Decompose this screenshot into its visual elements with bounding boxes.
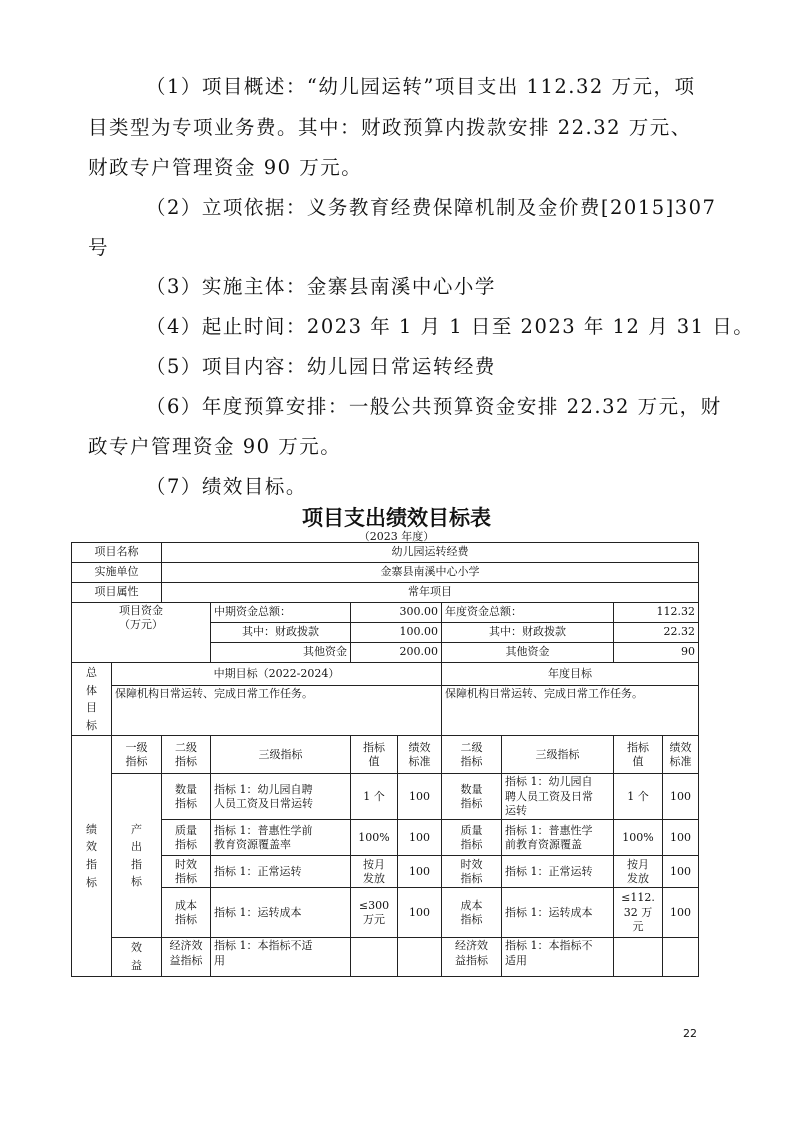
project-name-label: 项目名称: [72, 543, 162, 563]
year-value-cell: [614, 938, 663, 976]
header-year-value: 指标 值: [614, 736, 663, 774]
level2-cell: 数量 指标: [162, 774, 211, 820]
year-level3-cell: 指标 1：普惠性学 前教育资源覆盖: [502, 820, 614, 856]
perf-indicator-label: 绩 效 指 标: [72, 736, 112, 976]
standard-cell: 100: [398, 774, 442, 820]
year-fiscal-value: 22.32: [614, 623, 699, 643]
para-1-line-2: 目类型为专项业务费。其中：财政预算内拨款安排 22.32 万元、: [88, 116, 692, 139]
mid-other-value: 200.00: [351, 643, 442, 663]
mid-goal-text: 保障机构日常运转、完成日常工作任务。: [112, 685, 442, 735]
mid-total-value: 300.00: [351, 603, 442, 623]
standard-cell: 100: [398, 856, 442, 888]
year-total-value: 112.32: [614, 603, 699, 623]
value-cell: [351, 938, 398, 976]
standard-cell: 100: [398, 820, 442, 856]
header-level1: 一级 指标: [112, 736, 162, 774]
year-value-cell: 按月 发放: [614, 856, 663, 888]
year-level3-cell: 指标 1：运转成本: [502, 888, 614, 938]
output-indicator-label: 产 出 指 标: [112, 774, 162, 938]
level3-cell: 指标 1：幼儿园自聘 人员工资及日常运转: [211, 774, 351, 820]
level3-cell: 指标 1：普惠性学前 教育资源覆盖率: [211, 820, 351, 856]
year-fiscal-label: 其中：财政拨款: [442, 623, 614, 643]
page-number: 22: [683, 1027, 697, 1040]
level3-cell: 指标 1：运转成本: [211, 888, 351, 938]
level2-cell: 经济效 益指标: [162, 938, 211, 976]
performance-table: [71, 542, 699, 977]
para-4: （4）起止时间：2023 年 1 月 1 日至 2023 年 12 月 31 日。: [146, 315, 755, 338]
year-standard-cell: [663, 938, 699, 976]
year-level2-cell: 成本 指标: [442, 888, 502, 938]
year-standard-cell: 100: [663, 820, 699, 856]
year-value-cell: 100%: [614, 820, 663, 856]
header-year-level2: 二级 指标: [442, 736, 502, 774]
para-2-line-2: 号: [88, 236, 110, 259]
value-cell: 1 个: [351, 774, 398, 820]
year-other-label: 其他资金: [442, 643, 614, 663]
para-3: （3）实施主体：金寨县南溪中心小学: [146, 275, 496, 298]
year-goal-header: 年度目标: [442, 663, 699, 686]
year-total-label: 年度资金总额：: [442, 603, 614, 623]
attr-value: 常年项目: [162, 583, 699, 603]
year-level3-cell: 指标 1：本指标不 适用: [502, 938, 614, 976]
level3-cell: 指标 1：本指标不适 用: [211, 938, 351, 976]
year-level3-cell: 指标 1：正常运转: [502, 856, 614, 888]
attr-label: 项目属性: [72, 583, 162, 603]
level2-cell: 成本 指标: [162, 888, 211, 938]
year-value-cell: ≤112. 32 万 元: [614, 888, 663, 938]
year-level2-cell: 经济效 益指标: [442, 938, 502, 976]
value-cell: 100%: [351, 820, 398, 856]
year-level2-cell: 时效 指标: [442, 856, 502, 888]
para-2-line-1: （2）立项依据：义务教育经费保障机制及金价费[2015]307: [146, 196, 717, 219]
header-level2: 二级 指标: [162, 736, 211, 774]
indicator-row: [72, 774, 699, 820]
mid-other-label: 其他资金: [211, 643, 351, 663]
project-name-value: 幼儿园运转经费: [162, 543, 699, 563]
standard-cell: 100: [398, 888, 442, 938]
benefit-indicator-label: 效 益: [112, 938, 162, 976]
header-year-standard: 绩效 标准: [663, 736, 699, 774]
fund-label: 项目资金 （万元）: [72, 603, 211, 663]
indicator-row: [72, 888, 699, 938]
overall-goal-label: 总 体 目 标: [72, 663, 112, 736]
header-standard: 绩效 标准: [398, 736, 442, 774]
year-level2-cell: 数量 指标: [442, 774, 502, 820]
year-value-cell: 1 个: [614, 774, 663, 820]
indicator-row: [72, 938, 699, 976]
year-level2-cell: 质量 指标: [442, 820, 502, 856]
indicator-row: [72, 856, 699, 888]
mid-goal-header: 中期目标（2022-2024）: [112, 663, 442, 686]
para-6-line-2: 政专户管理资金 90 万元。: [88, 435, 342, 458]
header-level3: 三级指标: [211, 736, 351, 774]
para-1-line-3: 财政专户管理资金 90 万元。: [88, 156, 363, 179]
para-7: （7）绩效目标。: [146, 475, 307, 498]
year-standard-cell: 100: [663, 856, 699, 888]
level2-cell: 质量 指标: [162, 820, 211, 856]
para-1-line-1: （1）项目概述：“幼儿园运转”项目支出 112.32 万元，项: [146, 75, 696, 98]
header-year-level3: 三级指标: [502, 736, 614, 774]
unit-label: 实施单位: [72, 563, 162, 583]
level3-cell: 指标 1：正常运转: [211, 856, 351, 888]
year-standard-cell: 100: [663, 888, 699, 938]
mid-fiscal-value: 100.00: [351, 623, 442, 643]
unit-value: 金寨县南溪中心小学: [162, 563, 699, 583]
standard-cell: [398, 938, 442, 976]
value-cell: 按月 发放: [351, 856, 398, 888]
year-level3-cell: 指标 1：幼儿园自 聘人员工资及日常 运转: [502, 774, 614, 820]
mid-fiscal-label: 其中：财政拨款: [211, 623, 351, 643]
indicator-row: [72, 820, 699, 856]
header-value: 指标 值: [351, 736, 398, 774]
para-5: （5）项目内容：幼儿园日常运转经费: [146, 355, 496, 378]
level2-cell: 时效 指标: [162, 856, 211, 888]
year-other-value: 90: [614, 643, 699, 663]
table-title: 项目支出绩效目标表: [302, 506, 491, 530]
year-standard-cell: 100: [663, 774, 699, 820]
year-goal-text: 保障机构日常运转、完成日常工作任务。: [442, 685, 699, 735]
para-6-line-1: （6）年度预算安排：一般公共预算资金安排 22.32 万元，财: [146, 395, 722, 418]
value-cell: ≤300 万元: [351, 888, 398, 938]
table-year: （2023 年度）: [358, 530, 435, 543]
mid-total-label: 中期资金总额：: [211, 603, 351, 623]
